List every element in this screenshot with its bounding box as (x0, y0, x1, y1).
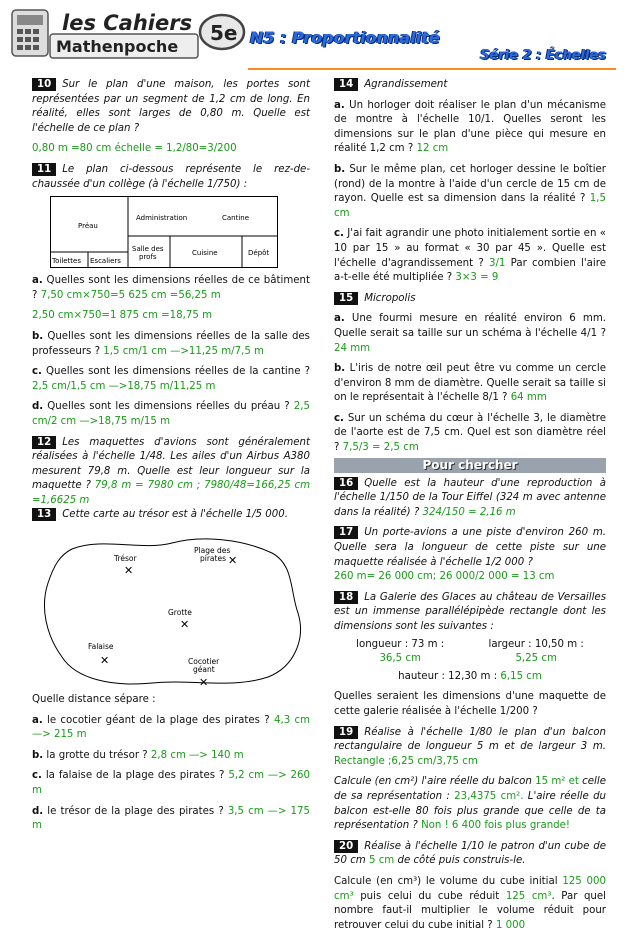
question-a: le cocotier géant de la plage des pirates ? (47, 714, 270, 726)
question-a: Une fourmi mesure en réalité environ 6 mm. Quelle serait sa taille sur un schéma à l'échelle 4/1 ? (334, 313, 606, 339)
question-c2: Par combien l'aire a-t-elle été multipliée ? (334, 257, 606, 284)
question-d: Quelles sont les dimensions réelles du préau ? (47, 401, 290, 413)
plan-label-salle1: Salle des (132, 245, 164, 254)
answer: 324/150 = 2,16 m (422, 506, 516, 518)
map-label-tresor: Trésor (114, 554, 137, 564)
plan-label-escaliers: Escaliers (90, 257, 121, 266)
map-label-cocotier2: géant (193, 665, 215, 675)
largeur-label: largeur : 10,50 m : (488, 638, 584, 650)
plan-label-cuisine: Cuisine (192, 249, 218, 258)
plage-marker-icon: ✕ (228, 554, 238, 568)
logo-line1: les Cahiers (62, 11, 193, 35)
exercise-11: 11 Le plan ci-dessous représente le rez-de-chaussée d'un collège (à l'échelle 1/750) : Préau Administration Cantine Salle des profs Cuisine Dépôt Toilettes Escaliers a. Quelles sont les dimensions réelles de ce bâtiment ? 7,50 cm×750=5 625 cm =56,25 m 2,50 cm×750=1 875 cm =18,75 m b. Quelles sont les dimensions réelles de la salle des professeurs ? 1,5 cm/1 cm —>11,25 m/7,5 m c. Quelles sont les dimensions réelles de la cantine ? 2,5 cm/1,5 cm —>18,75 m/11,25 m d. Quelles sont les dimensions réelles du préau ? 2,5 cm/2 cm —>18,75 m/15 m (32, 163, 310, 427)
treasure-map (32, 529, 310, 689)
answer-factor: 1 000 (495, 919, 526, 931)
calc3: L'aire réelle du balcon est-elle 80 fois plus grande que celle de ta représentation ? (334, 790, 606, 832)
answer-c: 7,5/3 = 2,5 cm (342, 442, 419, 454)
chapter-title: N5 : Proportionnalité (250, 28, 440, 47)
plan-label-preau: Préau (78, 222, 98, 231)
question-b: Quelles sont les dimensions réelles de la salle des professeurs ? (32, 330, 310, 357)
right-column (334, 78, 606, 933)
cocotier-marker-icon: ✕ (199, 676, 209, 690)
exercise-14: 14 Agrandissement a. Un horloger doit réaliser le plan d'un mécanisme de montre à l'échelle 10/1. Quelles seront les dimensions sur le plan d'une pièce qui mesure en réalité 1,2 cm ? 12 cm b. Sur le même plan, cet horloger dessine le boîtier (rond) de la montre à l'aide d'un cercle de 15 cm de rayon. Quelle est sa dimension dans la réalité ? 1,5 cm c. J'ai fait agrandir une photo initialement sortie en « 10 par 15 » au format « 30 par 45 ». Quelle est l'échelle d'agrandissement ? 3/1 Par combien l'aire a-t-elle été multipliée ? 3×3 = 9 (334, 79, 606, 284)
hauteur-label: hauteur : 12,30 m : (398, 670, 498, 682)
exercise-number: 13 (32, 508, 56, 521)
series-title: Série 2 : Échelles (480, 48, 606, 63)
dimensions-row (334, 638, 606, 667)
answer-a2: 2,50 cm×750=1 875 cm =18,75 m (32, 310, 212, 322)
answer: 0,80 m =80 cm échelle = 1,2/80=3/200 (32, 143, 237, 155)
map-label-grotte: Grotte (168, 608, 192, 618)
exercise-18 (334, 591, 606, 720)
header-rule (248, 68, 616, 70)
question-intro: Quelle distance sépare : (32, 694, 156, 706)
exercise-number: 12 (32, 436, 56, 449)
page-header (0, 0, 638, 78)
calc-a: Calcule (en cm³) le volume du cube initial (334, 875, 558, 887)
college-floor-plan (50, 196, 278, 268)
answer-b: 1,5 cm/1 cm —>11,25 m/7,5 m (103, 345, 264, 357)
question-c: Quelles sont les dimensions réelles de la cantine ? (46, 366, 310, 378)
map-label-plage1: Plage des (194, 546, 231, 556)
answer-a: 24 mm (334, 342, 371, 354)
longueur-answer: 36,5 cm (379, 653, 421, 665)
calc-c: . Par quel nombre faut-il multiplier le volume réduit pour retrouver celui du cube initial ? (334, 890, 606, 931)
largeur-answer: 5,25 cm (515, 653, 557, 665)
exercise-number: 19 (334, 726, 358, 739)
calc1: Calcule (en cm²) l'aire réelle du balcon (334, 776, 532, 788)
exercise-text: Sur le plan d'une maison, les portes sont représentées par un segment de 1,2 cm de long. En réalité, elles sont larges de 0,80 m. Quelle est l'échelle de ce plan ? (32, 79, 310, 134)
exercise-number: 18 (334, 591, 358, 604)
calc-b: puis celui du cube réduit (360, 890, 500, 902)
answer-c2: 3×3 = 9 (455, 272, 499, 284)
left-column (32, 78, 310, 834)
exercise-12 (32, 436, 310, 509)
question-a: Quelles sont les dimensions réelles de ce bâtiment ? (32, 275, 310, 301)
calc2-answer: 23,4375 cm². (454, 790, 524, 802)
answer-side: 5 cm (368, 855, 395, 867)
answer-a: 12 cm (416, 143, 449, 155)
exercise-text-2: de côté puis construis-le. (397, 855, 526, 867)
question-d: le trésor de la plage des pirates ? (47, 805, 224, 817)
longueur-label: longueur : 73 m : (356, 638, 445, 650)
exercise-15: 15 Micropolis a. Une fourmi mesure en réalité environ 6 mm. Quelle serait sa taille sur un schéma à l'échelle 4/1 ? 24 mm b. L'iris de notre œil peut être vu comme un cercle d'environ 8 mm de diamètre. Quelle serait sa taille si on le représentait à l'échelle 8/1 ? 64 mm c. Sur un schéma du cœur à l'échelle 3, le diamètre de l'aorte est de 7,5 cm. Quel est son diamètre réel ? 7,5/3 = 2,5 cm (334, 292, 606, 454)
grotte-marker-icon: ✕ (180, 618, 190, 632)
exercise-title: Micropolis (364, 292, 416, 304)
question-c: la falaise de la plage des pirates ? (45, 770, 225, 782)
exercise-17 (334, 526, 606, 584)
map-label-cocotier1: Cocotier (188, 657, 220, 667)
exercise-text: Le plan ci-dessous représente le rez-de-chaussée d'un collège (à l'échelle 1/750) : (32, 163, 310, 190)
exercise-number: 11 (32, 163, 56, 176)
falaise-marker-icon: ✕ (100, 654, 110, 668)
exercise-number: 15 (334, 292, 358, 305)
calc1-answer: 15 m² et (535, 776, 579, 788)
exercise-19 (334, 726, 606, 834)
calc3-answer: Non ! 6 400 fois plus grande! (421, 820, 571, 832)
answer: 79,8 m = 7980 cm ; 7980/48=166,25 cm =1,6625 m (32, 480, 310, 506)
plan-label-salle2: profs (139, 253, 157, 262)
map-label-falaise: Falaise (88, 642, 114, 652)
exercise-10 (32, 78, 310, 157)
plan-label-admin: Administration (136, 214, 188, 223)
exercise-text: Un porte-avions a une piste d'environ 260 m. Quelle sera la longueur de cette piste sur une maquette réalisée à l'échelle 1/2 000 ? (334, 527, 606, 568)
answer: 260 m= 26 000 cm; 26 000/2 000 = 13 cm (334, 571, 555, 583)
exercise-title: Agrandissement (364, 79, 448, 90)
answer-c1: 3/1 (489, 257, 506, 269)
exercise-16 (334, 477, 606, 521)
logo-line2: Mathenpoche (56, 37, 179, 56)
answer-a: 4,3 cm —> 215 m (32, 714, 310, 741)
tresor-marker-icon: ✕ (124, 564, 134, 578)
question-c: Sur un schéma du cœur à l'échelle 3, le diamètre de l'aorte est de 7,5 cm. Quel est son diamètre réel ? (334, 412, 606, 454)
plan-label-toilettes: Toilettes (52, 257, 82, 266)
hauteur-answer: 6,15 cm (500, 670, 542, 682)
calc2: celle de sa représentation : (334, 776, 606, 802)
answer-volume-reduit: 125 cm³ (505, 890, 552, 902)
exercise-number: 17 (334, 526, 358, 539)
exercise-13: 13 Cette carte au trésor est à l'échelle 1/5 000. Trésor ✕ Plage des pirates ✕ Grotte ✕ Falaise ✕ Cocotier géant ✕ Quelle distance sépare : a. le cocotier géant de la plage des pirates ? 4,3 cm —> 215 m b. la grotte du trésor ? 2,8 cm —> 140 m c. la falaise de la plage des pirates ? 5,2 cm —> 260 m d. le trésor de la plage des pirates ? 3,5 cm —> 175 m (32, 509, 310, 832)
answer: Rectangle ;6,25 cm/3,75 cm (334, 755, 478, 767)
exercise-text: Réalise à l'échelle 1/80 le plan d'un balcon rectangulaire de longueur 5 m et de largeur 3 m. (334, 726, 606, 753)
question-b: Sur le même plan, cet horloger dessine le boîtier (rond) de la montre à l'aide d'un cercle de 15 cm de rayon. Quelle est sa dimension dans la réalité ? (334, 163, 606, 205)
question-a: Un horloger doit réaliser le plan d'un mécanisme de montre à l'échelle 10/1. Quelles seront les dimensions sur le plan d'une pièce qui mesure en réalité 1,2 cm ? (334, 99, 606, 155)
exercise-20 (334, 840, 606, 933)
answer-d: 2,5 cm/2 cm —>18,75 m/15 m (32, 401, 310, 427)
exercise-text-1: Réalise à l'échelle 1/10 le patron d'un cube de 50 cm (334, 840, 606, 867)
question-c: J'ai fait agrandir une photo initialement sortie en « 10 par 15 » au format « 30 par 45 ». Quelle est l'échelle d'agrandissement ? (334, 228, 606, 269)
answer-c: 5,2 cm —> 260 m (32, 770, 310, 797)
exercise-text: Quelle est la hauteur d'une reproduction à l'échelle 1/150 de la Tour Eiffel (324 m avec antenne dans la réalité) ? (334, 477, 606, 518)
question: Quelles seraient les dimensions d'une maquette de cette galerie réalisée à l'échelle 1/200 ? (334, 691, 606, 717)
answer-c: 2,5 cm/1,5 cm —>18,75 m/11,25 m (32, 380, 216, 392)
plan-label-cantine: Cantine (222, 214, 250, 223)
exercise-text: Cette carte au trésor est à l'échelle 1/5 000. (62, 509, 288, 521)
map-label-plage2: pirates (200, 554, 226, 564)
exercise-text: Les maquettes d'avions sont généralement réalisées à l'échelle 1/48. Les ailes d'un Airbus A380 mesurent 79,8 m. Quelle est leur longueur sur la maquette ? (32, 436, 310, 492)
question-b: la grotte du trésor ? (46, 749, 148, 761)
exercise-number: 10 (32, 78, 56, 91)
question-b: L'iris de notre œil peut être vu comme un cercle d'environ 8 mm de diamètre. Quelle serait sa taille si on le représentait à l'échelle 8/1 ? (334, 363, 606, 404)
exercise-number: 16 (334, 477, 358, 490)
answer-volume-initial: 125 000 cm³ (334, 875, 606, 902)
cahiers-mathenpoche-logo (10, 4, 248, 64)
exercise-number: 14 (334, 78, 358, 91)
plan-label-depot: Dépôt (248, 249, 270, 258)
exercise-number: 20 (334, 840, 358, 853)
pour-chercher-banner: Pour chercher (334, 458, 606, 473)
answer-a1: 7,50 cm×750=5 625 cm =56,25 m (40, 289, 221, 301)
answer-b: 1,5 cm (334, 193, 606, 219)
answer-b: 64 mm (510, 392, 547, 404)
answer-b: 2,8 cm —> 140 m (150, 749, 244, 761)
logo-grade: 5e (210, 21, 238, 45)
exercise-text: La Galerie des Glaces au château de Versailles est un immense parallélépipède rectangle dont les dimensions sont les suivantes : (334, 591, 606, 632)
answer-d: 3,5 cm —> 175 m (32, 805, 310, 832)
